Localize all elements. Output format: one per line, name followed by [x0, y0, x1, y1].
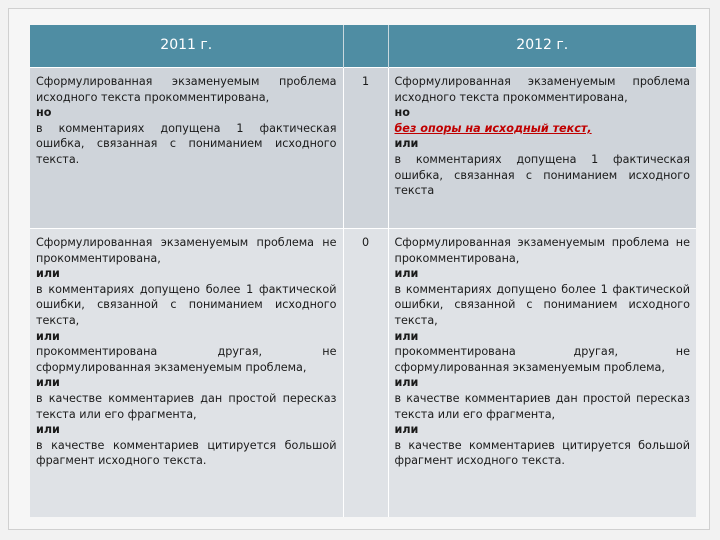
connector-word: или [394, 329, 419, 343]
table-row [30, 68, 696, 229]
cell-text: в комментариях допущено более 1 фактической ошибки, связанной с пониманием исходного текста, [394, 282, 690, 327]
table-row [30, 229, 696, 518]
connector-word: или [394, 137, 419, 151]
connector-word: или [394, 267, 419, 281]
cell-2012-score-0 [388, 229, 696, 518]
cell-text: Сформулированная экзаменуемым проблема исходного текста прокомментирована, [394, 75, 690, 104]
connector-word: но [394, 106, 410, 120]
header-score [343, 25, 388, 68]
criteria-comparison-table [30, 25, 696, 517]
cell-2011-score-1 [30, 68, 343, 229]
connector-word: или [36, 423, 60, 437]
cell-2012-score-1 [388, 68, 696, 229]
cell-text: в комментариях допущена 1 фактическая ошибка, связанная с пониманием исходного текста [394, 152, 690, 198]
cell-text: Сформулированная экзаменуемым проблема не прокомментирована, [36, 236, 337, 265]
cell-text: в качестве комментариев цитируется большой фрагмент исходного текста. [394, 438, 690, 468]
connector-word: или [394, 376, 419, 390]
cell-text: прокомментирована другая, не сформулированная экзаменуемым проблема, [36, 345, 337, 374]
header-2011: 2011 г. [30, 25, 343, 68]
cell-text: Сформулированная экзаменуемым проблема не прокомментирована, [394, 236, 690, 265]
cell-text: в качестве комментариев дан простой пересказ текста или его фрагмента, [36, 391, 337, 421]
cell-text: прокомментирована другая, не сформулированная экзаменуемым проблема, [394, 345, 690, 374]
connector-word: или [36, 267, 60, 281]
score-cell: 0 [343, 229, 388, 518]
cell-text: Сформулированная экзаменуемым проблема исходного текста прокомментирована, [36, 75, 337, 104]
cell-text: в качестве комментариев дан простой пересказ текста или его фрагмента, [394, 391, 690, 421]
connector-word: но [36, 106, 52, 120]
cell-2011-score-0 [30, 229, 343, 518]
table-header-row [30, 25, 696, 68]
connector-word: или [394, 423, 419, 437]
header-2012: 2012 г. [388, 25, 696, 68]
cell-text: в комментариях допущено более 1 фактической ошибки, связанной с пониманием исходного текста, [36, 282, 337, 327]
cell-text: в комментариях допущена 1 фактическая ошибка, связанная с пониманием исходного текста. [36, 121, 337, 166]
highlighted-text: без опоры на исходный текст, [394, 121, 592, 135]
connector-word: или [36, 376, 60, 390]
score-cell: 1 [343, 68, 388, 229]
cell-text: в качестве комментариев цитируется большой фрагмент исходного текста. [36, 438, 337, 468]
connector-word: или [36, 329, 60, 343]
